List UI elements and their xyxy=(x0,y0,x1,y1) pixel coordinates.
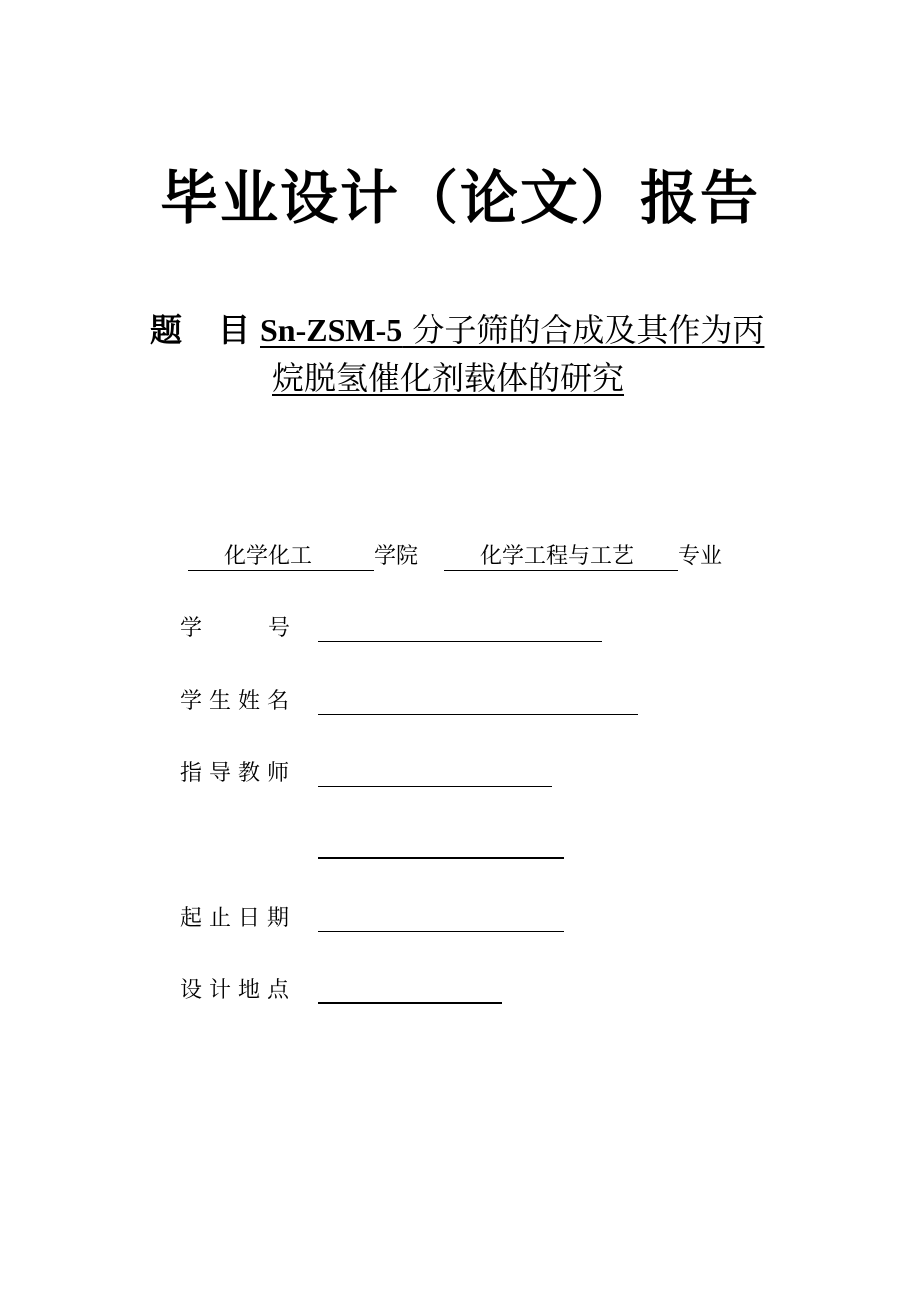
location-row xyxy=(180,974,318,1008)
major-field[interactable]: 化学工程与工艺 xyxy=(444,544,678,571)
student-name-line[interactable] xyxy=(318,714,638,715)
topic-line-1 xyxy=(260,308,764,352)
student-id-line[interactable] xyxy=(318,641,602,642)
period-row xyxy=(180,902,318,936)
college-suffix: 学院 xyxy=(374,544,419,569)
page-title: 毕业设计（论文）报告 xyxy=(159,164,760,232)
topic-label-char-1: 题 xyxy=(150,311,183,349)
student-id-label: 学 号 xyxy=(180,616,291,641)
topic-line-1-text: 分子筛的合成及其作为丙 xyxy=(402,311,765,349)
topic-label-char-2: 目 xyxy=(218,311,251,349)
advisor-label: 指 导 教 师 xyxy=(180,761,289,786)
location-line[interactable] xyxy=(318,1002,502,1004)
college-field[interactable]: 化学化工 xyxy=(188,544,374,571)
advisor-extra-line[interactable] xyxy=(318,857,564,859)
period-line[interactable] xyxy=(318,931,564,932)
topic-english-term: Sn-ZSM-5 xyxy=(260,312,403,348)
student-name-label: 学 生 姓 名 xyxy=(180,689,289,714)
advisor-row xyxy=(180,757,318,791)
student-name-row xyxy=(180,685,318,719)
college-major-row xyxy=(188,540,722,574)
topic-line-2: 烷脱氢催化剂载体的研究 xyxy=(272,359,625,397)
location-label: 设 计 地 点 xyxy=(180,978,289,1003)
major-suffix: 专业 xyxy=(678,544,723,569)
advisor-line[interactable] xyxy=(318,786,552,787)
topic-label xyxy=(150,308,250,352)
student-id-row xyxy=(180,612,318,646)
period-label: 起 止 日 期 xyxy=(180,906,289,931)
